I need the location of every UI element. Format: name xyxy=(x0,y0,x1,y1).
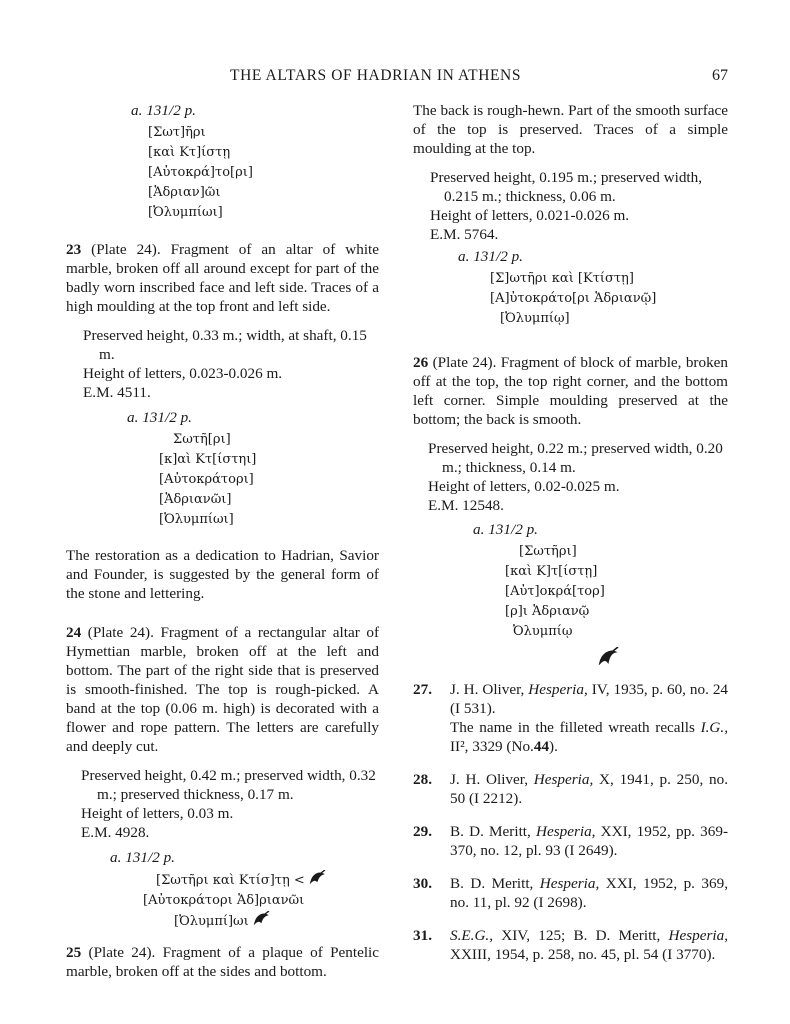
note-source: I.G., xyxy=(700,719,728,736)
greek-line: [Αὐτ]οκρά[τορ] xyxy=(505,584,605,599)
journal: Hesperia, xyxy=(668,927,728,944)
top-inscription xyxy=(66,101,379,223)
measurement: Height of letters, 0.023-0.026 m. xyxy=(83,365,283,382)
greek-line: [καὶ Κ]τ[ίστῃ] xyxy=(505,564,598,579)
author: J. H. Oliver, xyxy=(450,681,525,698)
reference-27 xyxy=(413,680,728,756)
inscription-date: a. 131/2 p. xyxy=(458,248,523,265)
reference-number: 29. xyxy=(413,823,432,840)
right-column xyxy=(413,101,728,964)
reference-number: 27. xyxy=(413,681,432,698)
item-number: 24 xyxy=(66,624,82,641)
reference-number: 31. xyxy=(413,927,432,944)
greek-line: [Σωτ]ῆρι xyxy=(148,125,206,140)
citation-detail: X, 1941, p. 250, no. 50 (I 2212). xyxy=(450,771,729,807)
greek-text xyxy=(458,269,728,329)
measurement: Preserved height, 0.195 m.; preserved width, 0.215 m.; thickness, 0.06 m. xyxy=(430,169,703,205)
reference-number: 30. xyxy=(413,875,432,892)
greek-line: [Ἁδριαν]ῶι xyxy=(148,185,221,200)
measurement: Height of letters, 0.021-0.026 m. xyxy=(430,207,630,224)
reference-citation xyxy=(450,926,728,964)
item-number: 25 xyxy=(66,944,82,961)
citation-detail: IV, 1935, p. 60, no. 24 (I 531). xyxy=(450,681,729,717)
left-column xyxy=(66,101,379,981)
author: J. H. Oliver, xyxy=(450,771,528,788)
running-header xyxy=(60,66,728,88)
greek-line: [Αὐτοκράτορι Ἁδ]ριανῶι xyxy=(143,893,305,908)
leaf-ornament xyxy=(473,647,728,670)
museum-number: E.M. 4928. xyxy=(81,824,150,841)
author: B. D. Meritt, xyxy=(450,875,534,892)
greek-line: Ὀλυμπίῳ xyxy=(513,624,573,639)
greek-text xyxy=(131,123,379,223)
greek-line: [Α]ὐτοκράτο[ρι Ἁδριανῷ] xyxy=(490,291,657,306)
ivy-leaf-icon xyxy=(309,870,327,884)
citation-detail: XXIII, 1954, p. 258, no. 45, pl. 54 (I 3770). xyxy=(450,946,716,963)
reference-29 xyxy=(413,822,728,860)
inscription-date: a. 131/2 p. xyxy=(473,521,538,538)
item-23-description xyxy=(66,240,379,316)
reference-number: 28. xyxy=(413,771,432,788)
item-24-description xyxy=(66,623,379,756)
item-25-description xyxy=(66,943,379,981)
museum-number: E.M. 5764. xyxy=(430,226,499,243)
measurement: Preserved height, 0.42 m.; preserved width, 0.32 m.; preserved thickness, 0.17 m. xyxy=(81,767,376,803)
greek-text-segment: [Ὀλυμπί]ωι xyxy=(174,914,249,929)
reference-30 xyxy=(413,874,728,912)
reference-31 xyxy=(413,926,728,964)
note-text: ). xyxy=(549,738,558,755)
item-26-description xyxy=(413,353,728,429)
item-23-measurements xyxy=(66,326,379,402)
page-number: 67 xyxy=(712,67,728,84)
reference-citation xyxy=(450,770,728,808)
reference-citation xyxy=(450,680,728,718)
greek-line: Σωτῆ[ρι] xyxy=(173,432,231,447)
journal: S.E.G., xyxy=(450,927,494,944)
citation-detail: XIV, 125; B. D. Meritt, xyxy=(501,927,661,944)
measurement: Preserved height, 0.22 m.; preserved width, 0.20 m.; thickness, 0.14 m. xyxy=(428,440,723,476)
item-number: 23 xyxy=(66,241,82,258)
restoration-note: The restoration as a dedication to Hadrian, Savior and Founder, is suggested by the general form of the stone and lettering. xyxy=(66,547,379,602)
greek-line: [Αὐτοκρά]το[ρι] xyxy=(148,165,253,180)
note-number: 44 xyxy=(533,738,550,755)
item-24-measurements xyxy=(66,766,379,842)
greek-line: [Ὀλυμπίωι] xyxy=(159,512,234,527)
greek-line: [Αὐτοκράτορι] xyxy=(159,472,254,487)
reference-citation xyxy=(450,874,728,912)
greek-line: [Ὀλυμπίωι] xyxy=(148,205,223,220)
note-text: II², 3329 (No. xyxy=(450,738,534,755)
ivy-leaf-icon xyxy=(253,911,271,925)
inscription-date: a. 131/2 p. xyxy=(131,102,196,119)
greek-text xyxy=(127,430,379,530)
greek-text xyxy=(473,542,728,642)
item-24-inscription xyxy=(66,848,379,932)
author: B. D. Meritt, xyxy=(450,823,531,840)
greek-text-segment: [Σωτῆρι καὶ Κτίσ]τῃ xyxy=(156,873,290,888)
museum-number: E.M. 4511. xyxy=(83,384,151,401)
item-text: (Plate 24). Fragment of block of marble, broken off at the top, the top right corner, and the bottom left corner. Simple moulding preserved at the bottom; the back is smooth. xyxy=(413,354,729,428)
greek-line: [καὶ Κτ]ίστῃ xyxy=(148,145,231,160)
journal: Hesperia, xyxy=(528,681,588,698)
greek-line xyxy=(110,870,379,891)
item-25-continuation: The back is rough-hewn. Part of the smooth surface of the top is preserved. Traces of a simple moulding at the top. xyxy=(413,102,728,157)
item-23-inscription xyxy=(66,408,379,530)
greek-line: [ρ]ι Ἁδριανῷ xyxy=(505,604,590,619)
measurement: Preserved height, 0.33 m.; width, at shaft, 0.15 m. xyxy=(83,327,367,363)
angle-mark: < xyxy=(293,873,305,888)
inscription-date: a. 131/2 p. xyxy=(127,409,192,426)
greek-line: [Ὀλυμπίῳ] xyxy=(500,311,570,326)
item-text: (Plate 24). Fragment of a plaque of Pentelic marble, broken off at the sides and bottom. xyxy=(66,944,380,980)
greek-line xyxy=(110,911,379,932)
running-title: THE ALTARS OF HADRIAN IN ATHENS xyxy=(230,67,522,84)
ivy-leaf-icon xyxy=(598,647,620,665)
item-text: (Plate 24). Fragment of an altar of white marble, broken off all around except for part of the badly worn inscribed face and left side. Traces of a high moulding at the top front and left side. xyxy=(66,241,380,315)
measurement: Height of letters, 0.03 m. xyxy=(81,805,234,822)
museum-number: E.M. 12548. xyxy=(428,497,504,514)
greek-line: [Σ]ωτῆρι καὶ [Κτίστῃ] xyxy=(490,271,634,286)
greek-text xyxy=(110,870,379,932)
item-26-inscription xyxy=(413,520,728,670)
greek-line: [κ]αὶ Κτ[ίστηι] xyxy=(159,452,257,467)
citation-detail: XXI, 1952, pp. 369-370, no. 12, pl. 93 (I 2649). xyxy=(450,823,728,859)
citation-detail: XXI, 1952, p. 369, no. 11, pl. 92 (I 2698). xyxy=(450,875,729,911)
inscription-date: a. 131/2 p. xyxy=(110,849,175,866)
item-25-inscription xyxy=(413,247,728,329)
journal: Hesperia, xyxy=(536,823,596,840)
item-25-measurements xyxy=(413,168,728,244)
journal: Hesperia, xyxy=(533,771,594,788)
item-number: 26 xyxy=(413,354,429,371)
greek-line: [Σωτῆρι] xyxy=(519,544,577,559)
item-text: (Plate 24). Fragment of a rectangular altar of Hymettian marble, broken off at the left and bottom. The part of the right side that is preserved is smooth-finished. The top is rough-picked. A band at the top (0.06 m. high) is decorated with a flower and rope pattern. The letters are carefully and deeply cut. xyxy=(66,624,380,755)
reference-note xyxy=(450,718,728,756)
greek-line: [Ἁδριανῶι] xyxy=(159,492,232,507)
reference-citation xyxy=(450,822,728,860)
note-text: The name in the filleted wreath recalls xyxy=(450,719,695,736)
journal: Hesperia, xyxy=(539,875,600,892)
item-26-measurements xyxy=(413,439,728,515)
reference-28 xyxy=(413,770,728,808)
measurement: Height of letters, 0.02-0.025 m. xyxy=(428,478,620,495)
